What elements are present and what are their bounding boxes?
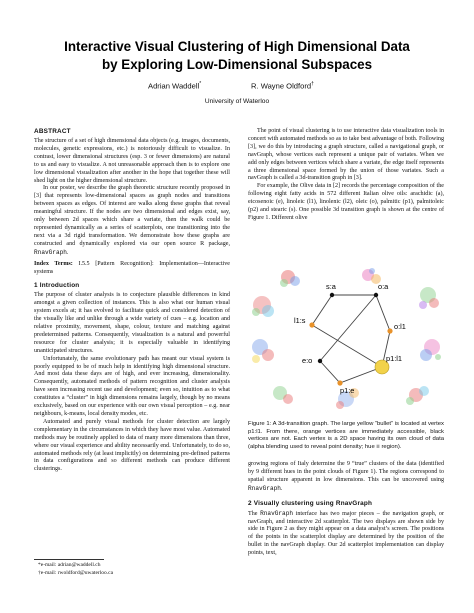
- abstract-heading: ABSTRACT: [34, 128, 71, 135]
- footnote-1: *e-mail: adrian@waddell.ch: [38, 562, 101, 568]
- label-l1s: l1:s: [294, 316, 306, 325]
- figure-1-caption: Figure 1: A 3d-transition graph. The large yellow “bullet” is located at vertex p1:l1. From there, orange vertices are immediately accessible, black vertices are not. Each vertex is a 2D space having its own cloud of data (alpha blending used to reveal point density; hue ≡ region).: [248, 421, 444, 450]
- left-column: [34, 128, 230, 474]
- edge-oa-ol1: [376, 295, 390, 331]
- label-p1l1: p1:l1: [386, 354, 403, 363]
- index-terms-label: Index Terms:: [34, 260, 73, 267]
- node-ol1: [387, 328, 392, 333]
- footnote-rule: [34, 559, 104, 560]
- section-2-heading: 2 Visually clustering using RnavGraph: [248, 499, 373, 507]
- right-after-end: .: [280, 485, 283, 492]
- node-eo: [318, 359, 322, 363]
- author-2-mark: †: [311, 81, 314, 87]
- cloud-bottom-right: [406, 386, 429, 405]
- intro-paragraph-3: Automated and purely visual methods for cluster detection are largely complementary in the circumstances in which they have most value. Automated methods may be routinely applied to data of many more dimensions than three, where our visual experience and ability necessarily end. Unfortunately, to do so, automated methods rely (at least implicitly) on determining pre-defined patterns in data configurations and so different methods can produce different clusterings.: [34, 418, 230, 473]
- label-oa: o:a: [378, 282, 389, 291]
- node-l1s: [309, 322, 314, 327]
- abstract-p2-text: In our poster, we describe the graph theoretic structure recently proposed in [3] that represents low-dimensional spaces as graph nodes and transitions between spaces as edges. Of interest are walks along these graphs that reveal meaningful structure. If the nodes are two dimensional and edges exist, say, only between 2d spaces which share a variate, then the walk could be represented dynamically as a series of scatterplots, one transitioning into the next via a 3d rigid transformation. We demonstrate how these graphs are constructed and dynamically explored via our open source R package,: [34, 185, 230, 247]
- cloud-left-upper: [252, 296, 274, 317]
- affiliation: University of Waterloo: [204, 98, 270, 105]
- index-terms-text: I.5.5 [Pattern Recognition]: Implementation—Interactive systems: [34, 260, 230, 275]
- abstract-p2-end: .: [66, 249, 69, 256]
- sec2-code: RnavGraph: [260, 509, 294, 517]
- author-2-name: R. Wayne Oldford: [251, 81, 312, 91]
- sec2-pre: The: [248, 510, 261, 517]
- node-sa: [330, 293, 334, 297]
- cloud-right-upper: [419, 287, 439, 309]
- right-column-bottom: [248, 461, 444, 558]
- label-eo: e:o: [302, 356, 313, 365]
- footnote-2: †e-mail: rwoldford@uwaterloo.ca: [38, 570, 114, 576]
- figure-1: [248, 265, 444, 417]
- label-ol1: o:l1: [394, 322, 406, 331]
- intro-paragraph-2: Unfortunately, the same evolutionary path has meant our visual system is poorly equipped to be of much help in identifying high dimensional structure. And most data these days are of high, and ever increasing, dimensionality. Consequently, automated methods of pattern recognition and cluster analysis have seen increasing recent use and development; even so, intuition as to what constitutes a “cluster” in high dimensions remains largely, though by no means exclusively, based on our experience with our own visual perception – e.g. near neighbours, k-means, local density modes, etc.: [34, 355, 230, 417]
- right-after-text: growing regions of Italy determine the 9 “true” clusters of the data (identified by 9 different hues in the point clouds of Figure 1). The regions correspond to spatial structure apparent in low dimensions. This can be uncovered using: [248, 461, 444, 483]
- intro-paragraph-1: The purpose of cluster analysis is to conjecture plausible differences in kind amongst a given collection of instances. This is also what our human visual system excels at; it has evolved to facilitate quick and considered detection of the visually like and unlike through a wide variety of cues – e.g. location and relative proximity, movement, shape, colour, texture and matching against predetermined patterns. Consequently, visualization is a natural and powerful resource for cluster analysis; it is especially valuable in identifying unanticipated structures.: [34, 292, 230, 354]
- node-oa: [374, 293, 378, 297]
- right-column-top: [248, 128, 444, 223]
- node-p1e: [337, 380, 342, 385]
- index-terms: [34, 261, 230, 277]
- author-1: [148, 81, 201, 91]
- cloud-right-middle: [420, 339, 441, 361]
- right-paragraph-1: The point of visual clustering is to use interactive data visualization tools in concert with automated methods so as to take best advantage of both. Following [3], we do this by introducing a graph structure, called a navigational graph, or navGraph, whose vertices each represent a unique pair of variates. When we add only edges between vertices which share a variate, the edge itself represents a three dimensional space formed by the union of those variates. Such a navGraph is called a 3d-transition graph in [3].: [248, 128, 444, 182]
- cloud-left-middle: [252, 339, 274, 363]
- paper-title-line1: Interactive Visual Clustering of High Dimensional Data: [64, 39, 410, 54]
- abstract-p2-code: RnavGraph: [34, 248, 67, 256]
- edge-sa-l1s: [312, 295, 332, 325]
- section-2-paragraph: [248, 510, 444, 558]
- abstract-paragraph-2: [34, 185, 230, 257]
- cloud-top-left: [280, 270, 300, 287]
- cloud-bottom-left: [273, 386, 293, 404]
- author-1-name: Adrian Waddell: [148, 81, 200, 91]
- label-p1e: p1:e: [340, 386, 355, 395]
- intro-heading: 1 Introduction: [34, 282, 80, 290]
- abstract-paragraph-1: The structure of a set of high dimensional data objects (e.g. images, documents, molecules, genetic expressions, etc.) is notoriously difficult to visualize. In contrast, lower dimensional structures (esp. 3 or fewer dimensions) are natural to us and easy to visualize. A not unreasonable approach then is to explore one low dimensional visualization after another in the hope that together these will shed light on the higher dimensional structure.: [34, 138, 230, 184]
- edge-l1s-p1l1: [312, 325, 382, 367]
- graph-node-labels: [294, 282, 406, 395]
- paper-title-line2: by Exploring Low-Dimensional Subspaces: [101, 57, 373, 72]
- label-sa: s:a: [326, 282, 336, 291]
- right-paragraph-2: For example, the Olive data in [2] records the percentage composition of the following eight fatty acids in 572 different Italian olive oils: arachidic (a), eicosenoic (e), linoleic (l1), linolenic (l2), oleic (o), palmitic (p1), palmitoleic (p2) and stearic (s). One possible 3d transition graph is shown at the centre of Figure 1. Different olive: [248, 183, 444, 221]
- navgraph-figure: [248, 265, 444, 417]
- author-1-mark: *: [199, 81, 202, 87]
- sec2-post: interface has two major pieces – the navigation graph, or navGraph, and interactive 2d scatterplot. The two displays are shown side by side in Figure 2 as they might appear on a data analyst’s screen. The positions of the points in the scatterplot display are determined by the position of the bullet in the navGraph display. Our 2d scatterplot implementation can display points, text,: [248, 510, 445, 557]
- edge-oa-eo: [320, 295, 376, 361]
- right-after-code: RnavGraph: [248, 484, 281, 492]
- edge-eo-p1e: [320, 361, 340, 383]
- right-after-figure-paragraph: [248, 461, 444, 494]
- author-2: [251, 81, 314, 91]
